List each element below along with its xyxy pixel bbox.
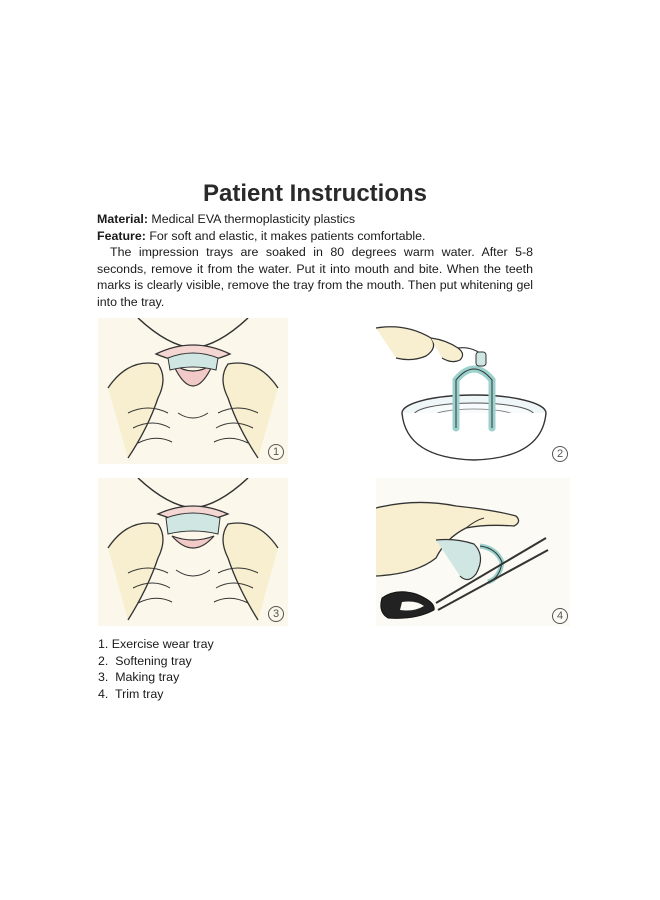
list-item: 1. Exercise wear tray — [98, 637, 214, 651]
tray-in-water-bowl-illustration — [376, 318, 570, 464]
figure-number-3: 3 — [268, 606, 284, 622]
figure-number-4: 4 — [552, 608, 568, 624]
figure-2-softening-tray — [376, 318, 570, 464]
list-item: 3. Making tray — [98, 670, 180, 684]
mouth-tray-biting-illustration — [98, 478, 288, 626]
figure-3-making-tray — [98, 478, 288, 626]
feature-label: Feature: — [97, 229, 146, 243]
page-title: Patient Instructions — [202, 180, 428, 207]
material-value: Medical EVA thermoplasticity plastics — [151, 212, 356, 226]
figure-4-trim-tray — [376, 478, 570, 626]
feature-line — [97, 228, 533, 245]
material-line — [97, 211, 533, 228]
material-label: Material: — [97, 212, 148, 226]
figure-1-exercise-wear-tray — [98, 318, 288, 464]
scissors-trim-tray-illustration — [376, 478, 570, 626]
instructions-paragraph: The impression trays are soaked in 80 degrees warm water. After 5-8 seconds, remove it from the water. Put it into mouth and bite. When the teeth marks is clearly visible, remove the tray from the mouth. Then put whitening gel into the tray. — [97, 245, 533, 309]
steps-list — [98, 636, 214, 702]
figure-number-2: 2 — [552, 446, 568, 462]
list-item: 2. Softening tray — [98, 653, 192, 668]
mouth-tray-fitting-illustration — [98, 318, 288, 464]
list-item: 4. Trim tray — [98, 686, 164, 701]
figure-number-1: 1 — [268, 444, 284, 460]
feature-value: For soft and elastic, it makes patients comfortable. — [149, 229, 426, 243]
